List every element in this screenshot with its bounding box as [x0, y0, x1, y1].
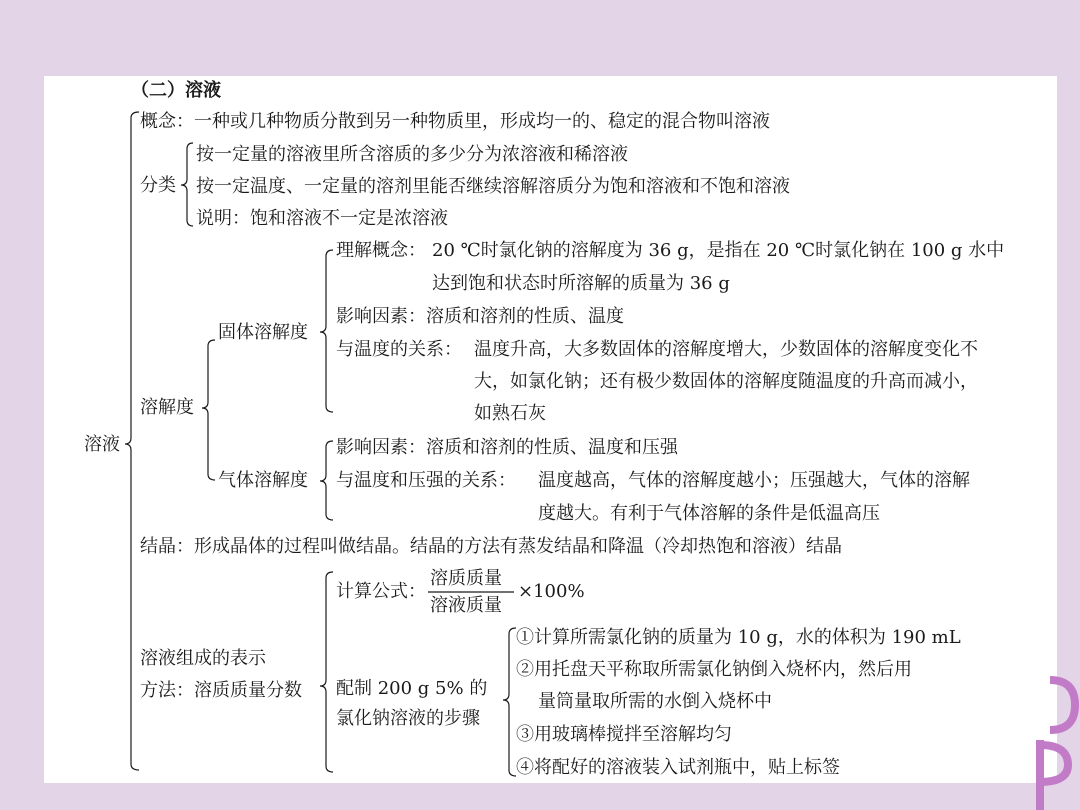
temp-relation-line-3: 如熟石灰 [474, 403, 546, 424]
crystal-text: 结晶：形成晶体的过程叫做结晶。结晶的方法有蒸发结晶和降温（冷却热饱和溶液）结晶 [140, 536, 842, 557]
section-title: （二）溶液 [131, 80, 221, 101]
composition-label-1: 溶液组成的表示 [140, 648, 266, 669]
prep-step-2a: ②用托盘天平称取所需氯化钠倒入烧杯内，然后用 [516, 659, 912, 680]
gas-relation-line-2: 度越大。有利于气体溶解的条件是低温高压 [538, 503, 880, 524]
temp-relation-line-2: 大，如氯化钠；还有极少数固体的溶解度随温度的升高而减小， [474, 371, 978, 392]
solubility-label: 溶解度 [140, 397, 194, 418]
gas-factor: 影响因素：溶质和溶剂的性质、温度和压强 [336, 437, 678, 458]
gas-relation-label: 与温度和压强的关系： [336, 470, 516, 491]
classify-note: 说明：饱和溶液不一定是浓溶液 [196, 208, 448, 229]
solid-solubility-label: 固体溶解度 [218, 322, 308, 343]
temp-relation-label: 与温度的关系： [336, 339, 462, 360]
concept-label: 概念： [140, 111, 194, 132]
composition-label-2: 方法：溶质质量分数 [140, 680, 302, 701]
gas-solubility-label: 气体溶解度 [218, 470, 308, 491]
understand-label: 理解概念： [336, 240, 426, 261]
formula-multiplier: ×100% [518, 581, 585, 602]
prep-step-4: ④将配好的溶液装入试剂瓶中，贴上标签 [516, 757, 840, 778]
prep-step-3: ③用玻璃棒搅拌至溶解均匀 [516, 724, 732, 745]
concept-text: 一种或几种物质分散到另一种物质里，形成均一的、稳定的混合物叫溶液 [194, 111, 770, 132]
classify-line-1: 按一定量的溶液里所含溶质的多少分为浓溶液和稀溶液 [196, 144, 628, 165]
decorative-shape [1020, 660, 1080, 810]
temp-relation-line-1: 温度升高，大多数固体的溶解度增大，少数固体的溶解度变化不 [474, 339, 978, 360]
understand-line-1: 20 ℃时氯化钠的溶解度为 36 g，是指在 20 ℃时氯化钠在 100 g 水中 [432, 240, 1005, 261]
prep-label-2: 氯化钠溶液的步骤 [336, 708, 480, 729]
root-label: 溶液 [84, 434, 120, 455]
solid-factor: 影响因素：溶质和溶剂的性质、温度 [336, 306, 624, 327]
classify-label: 分类 [140, 175, 176, 196]
understand-line-2: 达到饱和状态时所溶解的质量为 36 g [432, 273, 730, 294]
gas-relation-line-1: 温度越高，气体的溶解度越小；压强越大，气体的溶解 [538, 470, 970, 491]
prep-step-2b: 量筒量取所需的水倒入烧杯中 [538, 691, 772, 712]
formula-denominator: 溶液质量 [430, 595, 502, 616]
formula-label: 计算公式： [336, 581, 426, 602]
prep-label-1: 配制 200 g 5% 的 [336, 678, 488, 699]
prep-step-1: ①计算所需氯化钠的质量为 10 g，水的体积为 190 mL [516, 627, 961, 648]
classify-line-2: 按一定温度、一定量的溶剂里能否继续溶解溶质分为饱和溶液和不饱和溶液 [196, 176, 790, 197]
formula-numerator: 溶质质量 [430, 568, 502, 589]
